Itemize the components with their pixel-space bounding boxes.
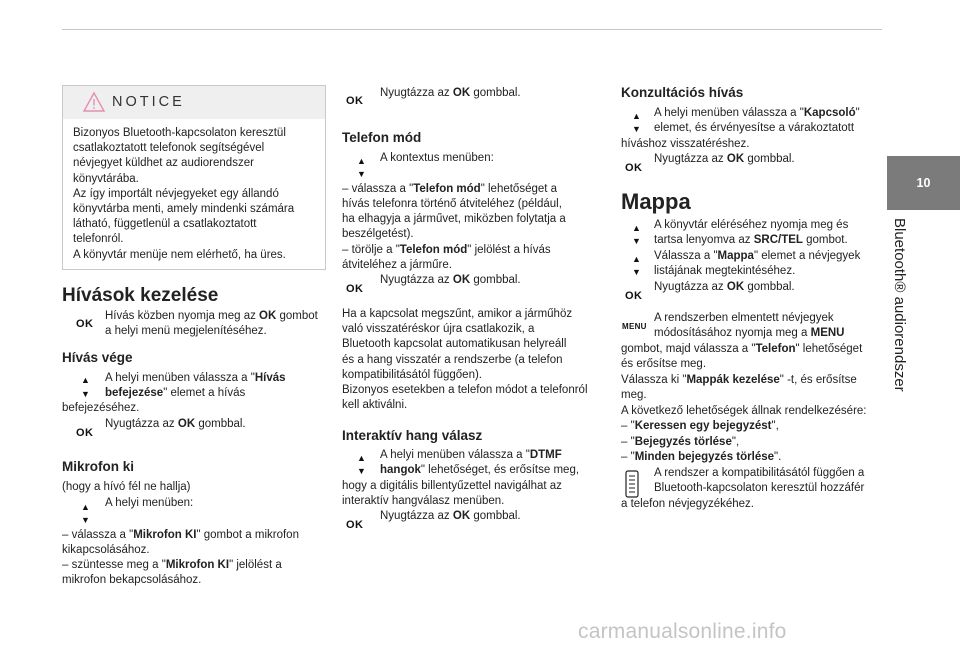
ok-icon: OK [346,95,364,107]
heading-dtmf: Interaktív hang válasz [342,428,483,443]
dtmf-line: A helyi menüben válassza a "DTMF [380,449,562,461]
option-item: – "Bejegyzés törlése", [621,436,740,448]
up-arrow-icon: ▲ [632,254,641,264]
end-call-line: befejezéséhez. [62,402,140,414]
end-call-line: befejezése" elemet a hívás [105,387,246,399]
section-title-call-handling: Hívások kezelése [62,285,219,306]
folder-line: Válassza ki "Mappák kezelése" -t, és erősítse [621,374,857,386]
down-arrow-icon: ▼ [81,389,90,399]
menu-icon: MENU [622,322,647,331]
folder-line: A rendszerben elmentett névjegyek [654,312,834,324]
notice-box [62,85,326,270]
notice-label: NOTICE [112,94,185,110]
note-line: a telefon névjegyzékéhez. [621,498,754,510]
top-rule [62,29,882,30]
heading-phone-mode: Telefon mód [342,130,422,145]
up-arrow-icon: ▲ [357,156,366,166]
dtmf-line: hogy a digitális billentyűzettel navigálhat az [342,480,562,492]
para-line: Bluetooth kapcsolat automatikusan helyreáll [342,338,567,351]
confirm-line: Nyugtázza az OK gombbal. [654,153,795,165]
down-arrow-icon: ▼ [357,466,366,476]
notice-line: csatlakoztatott telefonok segítségével [73,142,265,155]
phone-mode-line: hívás telefonra történő átviteléhez (például, [342,198,562,210]
para-line: való visszatéréskor újra csatlakozik, a [342,323,535,336]
note-line: Bluetooth-kapcsolaton keresztül hozzáfér [654,482,865,494]
folder-line: gombot, majd válassza a "Telefon" lehetőséget [621,343,863,355]
ok-icon: OK [76,318,94,330]
phone-mode-line: ha elhagyja a járművet, miközben folytatja a [342,213,566,225]
folder-line: meg. [621,389,647,401]
down-arrow-icon: ▼ [81,515,90,525]
notice-header [63,86,325,119]
confirm-line: Nyugtázza az OK gombbal. [654,281,795,293]
notice-line: könyvtárba menti, amely mindenki számára [73,203,295,216]
folder-line: tartsa lenyomva az SRC/TEL gombot. [654,234,848,246]
phone-mode-para [342,307,588,413]
phone-mode-line: átviteléhez a járműre. [342,259,452,271]
down-arrow-icon: ▼ [632,236,641,246]
down-arrow-icon: ▼ [632,124,641,134]
para-line: kell aktiválni. [342,399,408,412]
mic-line: mikrofon bekapcsolásához. [62,574,202,586]
heading-end-call: Hívás vége [62,350,133,365]
para-line: Ha a kapcsolat megszűnt, amikor a járműhöz [342,308,573,320]
ok-icon: OK [625,162,643,174]
confirm-line: Nyugtázza az OK gombbal. [380,87,521,99]
folder-line: Válassza a "Mappa" elemet a névjegyek [654,250,861,262]
phone-mode-line: beszélgetést). [342,228,414,240]
watermark: carmanualsonline.info [578,620,787,643]
mic-line: kikapcsolásához. [62,544,150,556]
notice-text [73,126,321,263]
confirm-line: Nyugtázza az OK gombbal. [105,418,246,430]
folder-line: A könyvtár eléréséhez nyomja meg és [654,219,849,231]
chapter-tab: 10 [887,156,960,210]
up-arrow-icon: ▲ [632,111,641,121]
notice-line: telefonról. [73,233,124,246]
notice-line: Bizonyos Bluetooth-kapcsolaton keresztül [73,127,286,139]
chapter-title-vertical [860,218,960,392]
folder-line: A következő lehetőségek állnak rendelkezésére: [621,405,867,417]
phone-mode-line: A kontextus menüben: [380,152,494,164]
heading-conference-call: Konzultációs hívás [621,85,744,100]
ok-icon: OK [346,519,364,531]
up-arrow-icon: ▲ [632,223,641,233]
chapter-title: Bluetooth® audiorendszer [891,218,908,392]
heading-folder: Mappa [621,189,691,214]
mic-line: A helyi menüben: [105,497,194,509]
heading-mic-off: Mikrofon ki [62,459,135,474]
notice-line: A könyvtár menüje nem elérhető, ha üres. [73,248,286,261]
down-arrow-icon: ▼ [357,169,366,179]
intro-line: Hívás közben nyomja meg az OK gombot [105,310,318,322]
notice-line: látható, függetlenül a csatlakoztatott [73,218,257,231]
option-item: – "Keressen egy bejegyzést", [621,420,779,432]
end-call-line: A helyi menüben válassza a "Hívás [105,372,286,384]
up-arrow-icon: ▲ [81,502,90,512]
conference-line: A helyi menüben válassza a "Kapcsoló" [654,107,860,119]
notice-line: könyvtárába. [73,172,139,185]
intro-line: a helyi menü megjelenítéséhez. [105,325,267,337]
folder-line: és erősítse meg. [621,358,707,370]
mic-line: – szüntesse meg a "Mikrofon KI" jelölést a [62,559,282,571]
notice-line: névjegyet küldhet az audiorendszer [73,157,254,170]
para-line: kompatibilitásától függően). [342,368,482,381]
up-arrow-icon: ▲ [81,375,90,385]
confirm-line: Nyugtázza az OK gombbal. [380,510,521,522]
option-item: – "Minden bejegyzés törlése". [621,451,782,463]
ok-icon: OK [76,427,94,439]
confirm-line: Nyugtázza az OK gombbal. [380,274,521,286]
note-line: A rendszer a kompatibilitásától függően a [654,467,865,479]
notice-line: Az így importált névjegyeket egy állandó [73,187,279,200]
para-line: Bizonyos esetekben a telefon módot a telefonról [342,384,588,397]
ok-icon: OK [625,290,643,302]
conference-line: híváshoz visszatéréshez. [621,138,750,150]
down-arrow-icon: ▼ [632,267,641,277]
phone-mode-line: – törölje a "Telefon mód" jelölést a hívás [342,244,551,256]
ok-icon: OK [346,283,364,295]
up-arrow-icon: ▲ [357,453,366,463]
dtmf-line: hangok" lehetőséget, és erősítse meg, [380,464,580,476]
mic-line: (hogy a hívó fél ne hallja) [62,481,191,493]
mic-line: – válassza a "Mikrofon KI" gombot a mikrofon [62,529,299,541]
phone-mode-line: – válassza a "Telefon mód" lehetőséget a [342,183,558,195]
conference-line: elemet, és érvényesítse a várakoztatott [654,122,855,134]
folder-line: módosításához nyomja meg a MENU [654,327,845,339]
phone-info-icon [623,470,641,500]
para-line: és a hang visszatér a rendszerbe (a telefon [342,353,563,366]
folder-line: listájának megtekintéséhez. [654,265,796,277]
warning-icon [83,91,105,113]
dtmf-line: interaktív hangválasz menüben. [342,495,505,507]
